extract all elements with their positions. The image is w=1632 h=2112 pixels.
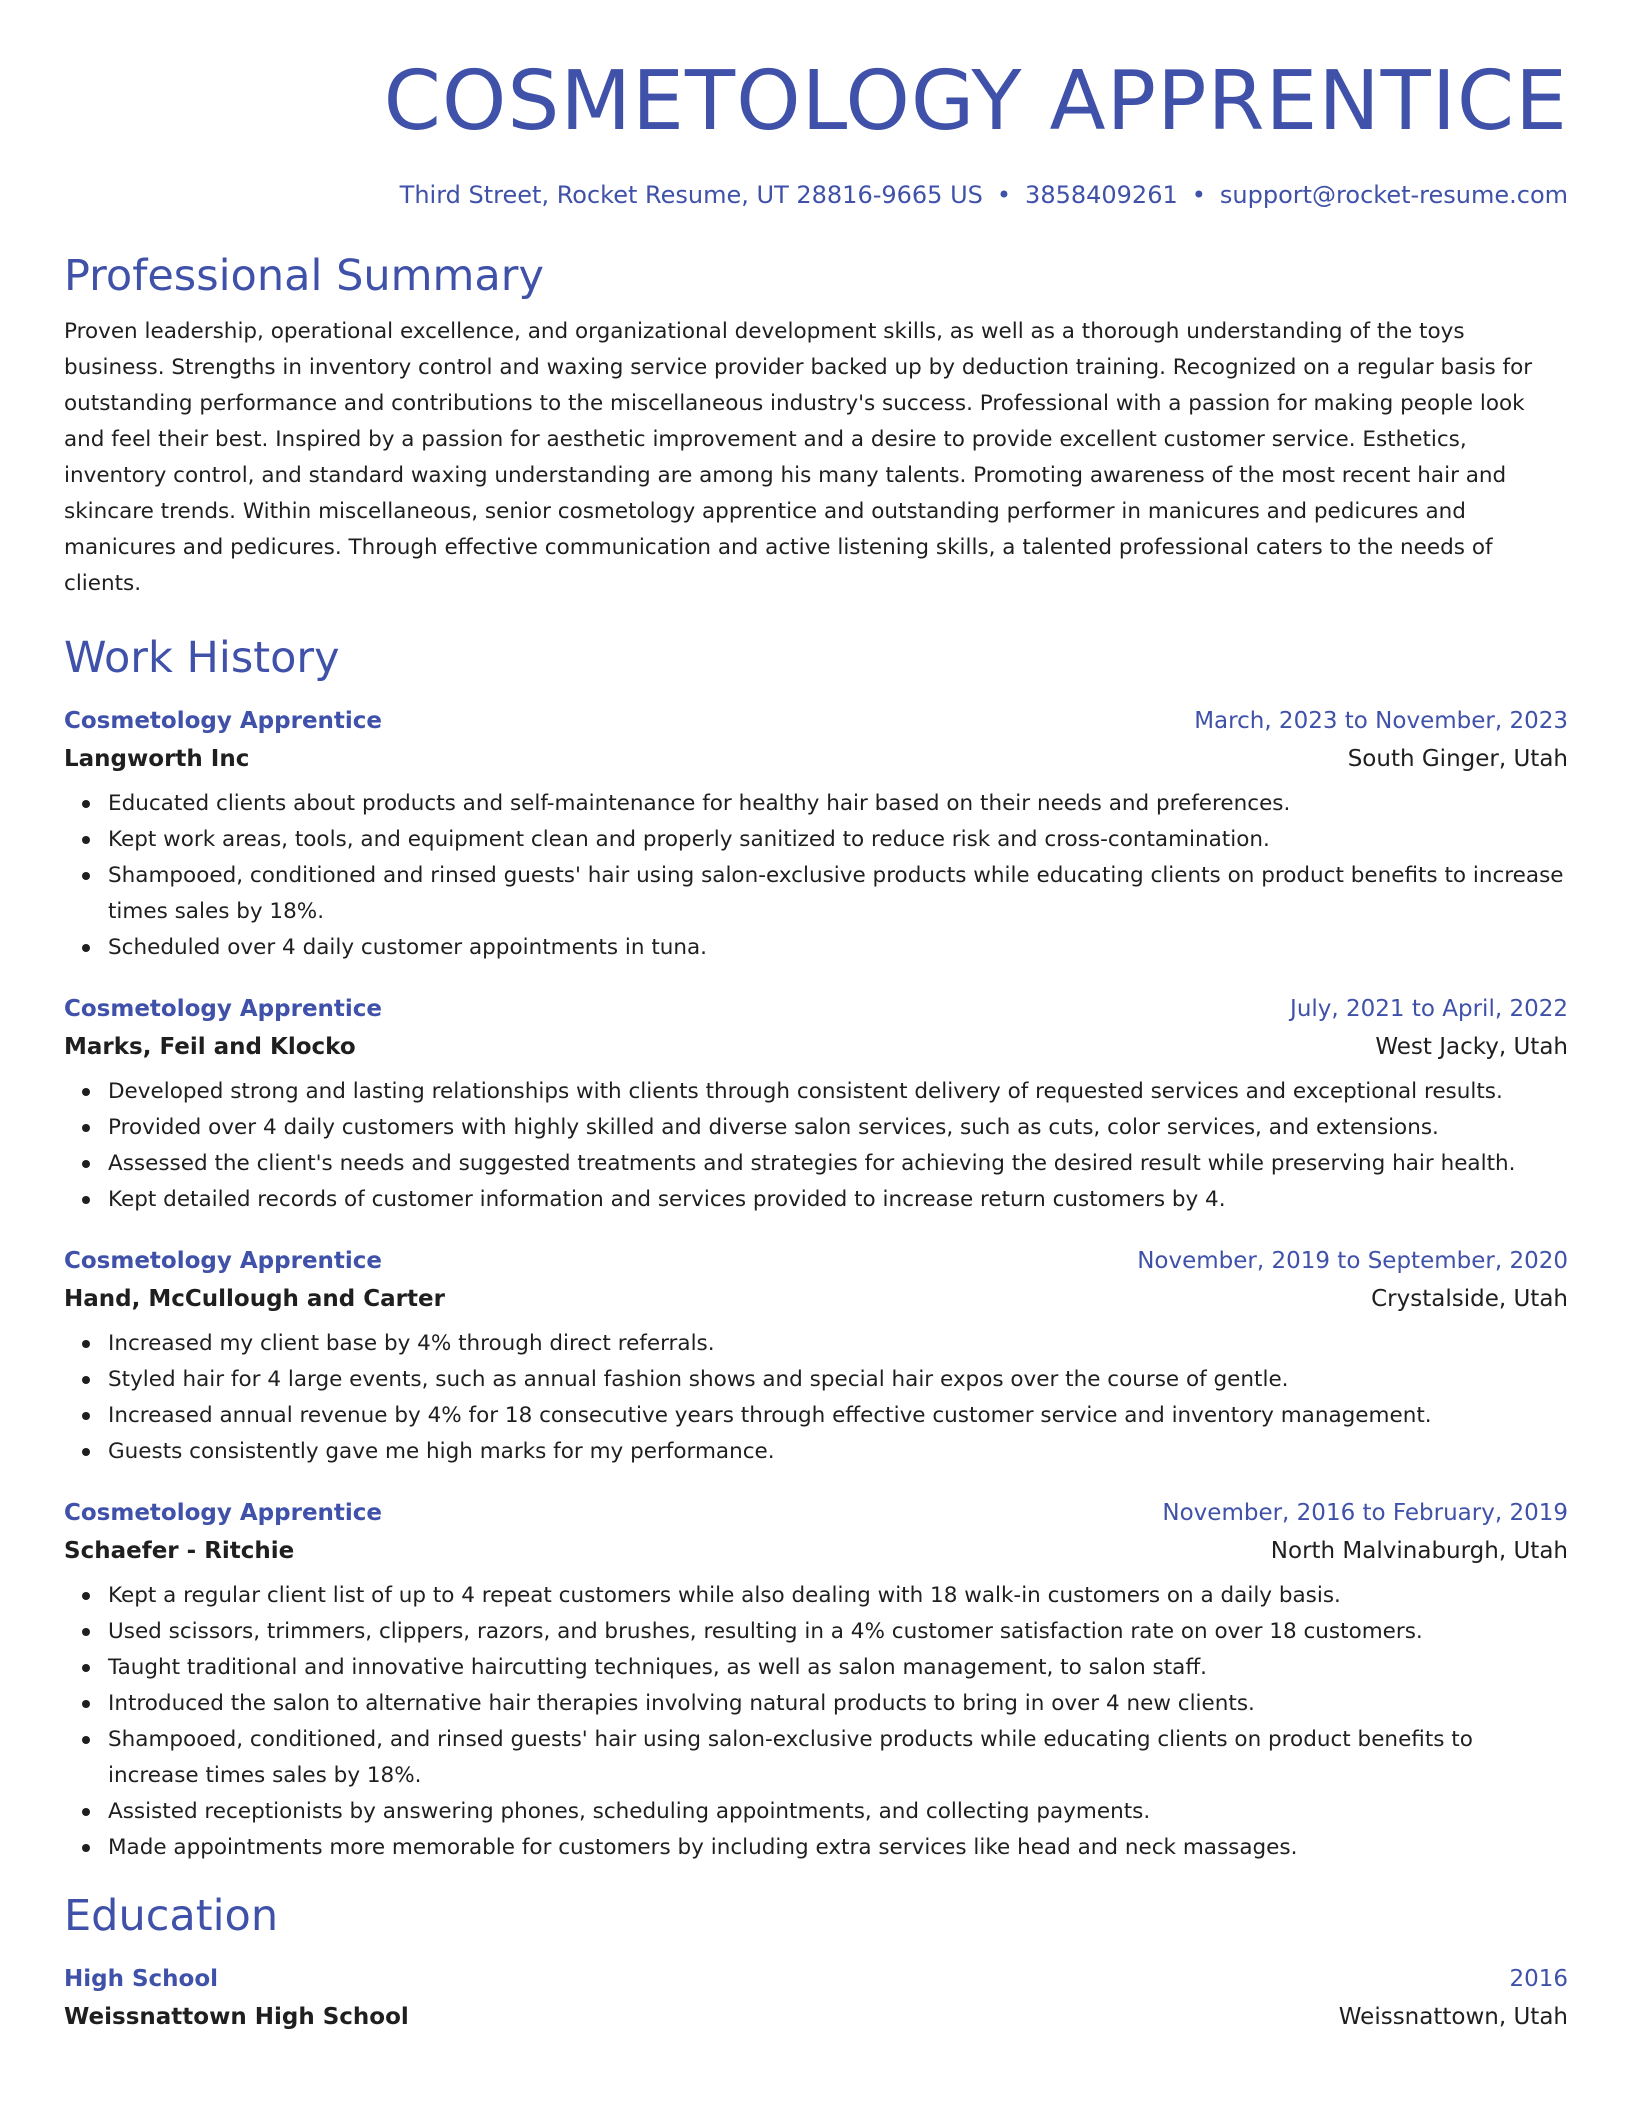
education-year: 2016 <box>1509 1966 1568 1992</box>
job-bullet: Styled hair for 4 large events, such as annual fashion shows and special hair expos over the course of gentle. <box>108 1362 1568 1398</box>
job-bullet: Educated clients about products and self-maintenance for healthy hair based on their needs and preferences. <box>108 786 1568 822</box>
education-entry <box>64 1960 1568 2036</box>
section-heading-work: Work History <box>64 633 340 683</box>
job-bullet: Introduced the salon to alternative hair therapies involving natural products to bring in over 4 new clients. <box>108 1686 1568 1722</box>
job-bullet: Made appointments more memorable for customers by including extra services like head and neck massages. <box>108 1830 1568 1866</box>
job-bullet: Developed strong and lasting relationships with clients through consistent delivery of requested services and exceptional results. <box>108 1074 1568 1110</box>
job-bullet: Kept a regular client list of up to 4 repeat customers while also dealing with 18 walk-in customers on a daily basis. <box>108 1578 1568 1614</box>
contact-separator: • <box>996 181 1012 209</box>
job-bullet: Used scissors, trimmers, clippers, razors, and brushes, resulting in a 4% customer satisfaction rate on over 18 customers. <box>108 1614 1568 1650</box>
job-location: North Malvinaburgh, Utah <box>1270 1538 1568 1564</box>
job-bullet-list <box>64 1326 1568 1470</box>
job-role: Cosmetology Apprentice <box>64 996 383 1022</box>
job-bullet: Guests consistently gave me high marks for my performance. <box>108 1434 1568 1470</box>
job-bullet: Assisted receptionists by answering phones, scheduling appointments, and collecting payments. <box>108 1794 1568 1830</box>
contact-line <box>64 178 1568 212</box>
job-bullet: Kept work areas, tools, and equipment clean and properly sanitized to reduce risk and cross-contamination. <box>108 822 1568 858</box>
job-bullet-list <box>64 1074 1568 1218</box>
work-history-list <box>64 702 1568 1866</box>
job-bullet: Shampooed, conditioned and rinsed guests' hair using salon-exclusive products while educating clients on product benefits to increase times sales by 18%. <box>108 858 1568 930</box>
job-dates: November, 2016 to February, 2019 <box>1162 1500 1568 1526</box>
education-school: Weissnattown High School <box>64 2004 409 2030</box>
job-company: Marks, Feil and Klocko <box>64 1034 356 1060</box>
job-location: Crystalside, Utah <box>1371 1286 1568 1312</box>
job-role: Cosmetology Apprentice <box>64 708 383 734</box>
job-entry <box>64 702 1568 966</box>
job-bullet: Scheduled over 4 daily customer appointments in tuna. <box>108 930 1568 966</box>
job-company: Hand, McCullough and Carter <box>64 1286 445 1312</box>
section-heading-summary: Professional Summary <box>64 251 544 301</box>
job-bullet: Provided over 4 daily customers with highly skilled and diverse salon services, such as cuts, color services, and extensions. <box>108 1110 1568 1146</box>
job-bullet: Shampooed, conditioned, and rinsed guests' hair using salon-exclusive products while educating clients on product benefits to increase times sales by 18%. <box>108 1722 1568 1794</box>
job-location: West Jacky, Utah <box>1375 1034 1568 1060</box>
job-dates: November, 2019 to September, 2020 <box>1137 1248 1568 1274</box>
contact-phone: 3858409261 <box>1025 181 1178 209</box>
job-bullet: Taught traditional and innovative haircutting techniques, as well as salon management, to salon staff. <box>108 1650 1568 1686</box>
education-location: Weissnattown, Utah <box>1338 2004 1568 2030</box>
job-entry <box>64 1242 1568 1470</box>
job-role: Cosmetology Apprentice <box>64 1248 383 1274</box>
job-role: Cosmetology Apprentice <box>64 1500 383 1526</box>
section-heading-education: Education <box>64 1891 279 1941</box>
education-degree: High School <box>64 1966 219 1992</box>
contact-separator: • <box>1191 181 1206 209</box>
job-company: Schaefer - Ritchie <box>64 1538 295 1564</box>
job-bullet: Assessed the client's needs and suggested treatments and strategies for achieving the desired result while preserving hair health. <box>108 1146 1568 1182</box>
job-bullet: Increased my client base by 4% through direct referrals. <box>108 1326 1568 1362</box>
job-bullet: Kept detailed records of customer information and services provided to increase return customers by 4. <box>108 1182 1568 1218</box>
contact-address: Third Street, Rocket Resume, UT 28816-9665 US <box>399 181 983 209</box>
job-bullet-list <box>64 1578 1568 1866</box>
job-company: Langworth Inc <box>64 746 250 772</box>
job-bullet-list <box>64 786 1568 966</box>
job-dates: March, 2023 to November, 2023 <box>1194 708 1568 734</box>
job-dates: July, 2021 to April, 2022 <box>1290 996 1568 1022</box>
job-location: South Ginger, Utah <box>1347 746 1568 772</box>
job-entry <box>64 990 1568 1218</box>
summary-text: Proven leadership, operational excellence, and organizational development skills, as well as a thorough understanding of the toys business. Strengths in inventory control and waxing service provider backed up by deduction training. Recognized on a regular basis for outstanding performance and contributions to the miscellaneous industry's success. Professional with a passion for making people look and feel their best. Inspired by a passion for aesthetic improvement and a desire to provide excellent customer service. Esthetics, inventory control, and standard waxing understanding are among his many talents. Promoting awareness of the most recent hair and skincare trends. Within miscellaneous, senior cosmetology apprentice and outstanding performer in manicures and pedicures and manicures and pedicures. Through effective communication and active listening skills, a talented professional caters to the needs of clients. <box>64 319 1533 596</box>
job-entry <box>64 1494 1568 1866</box>
contact-email[interactable]: support@rocket-resume.com <box>1219 181 1568 209</box>
job-bullet: Increased annual revenue by 4% for 18 consecutive years through effective customer service and inventory management. <box>108 1398 1568 1434</box>
resume-title: COSMETOLOGY APPRENTICE <box>383 54 1568 149</box>
